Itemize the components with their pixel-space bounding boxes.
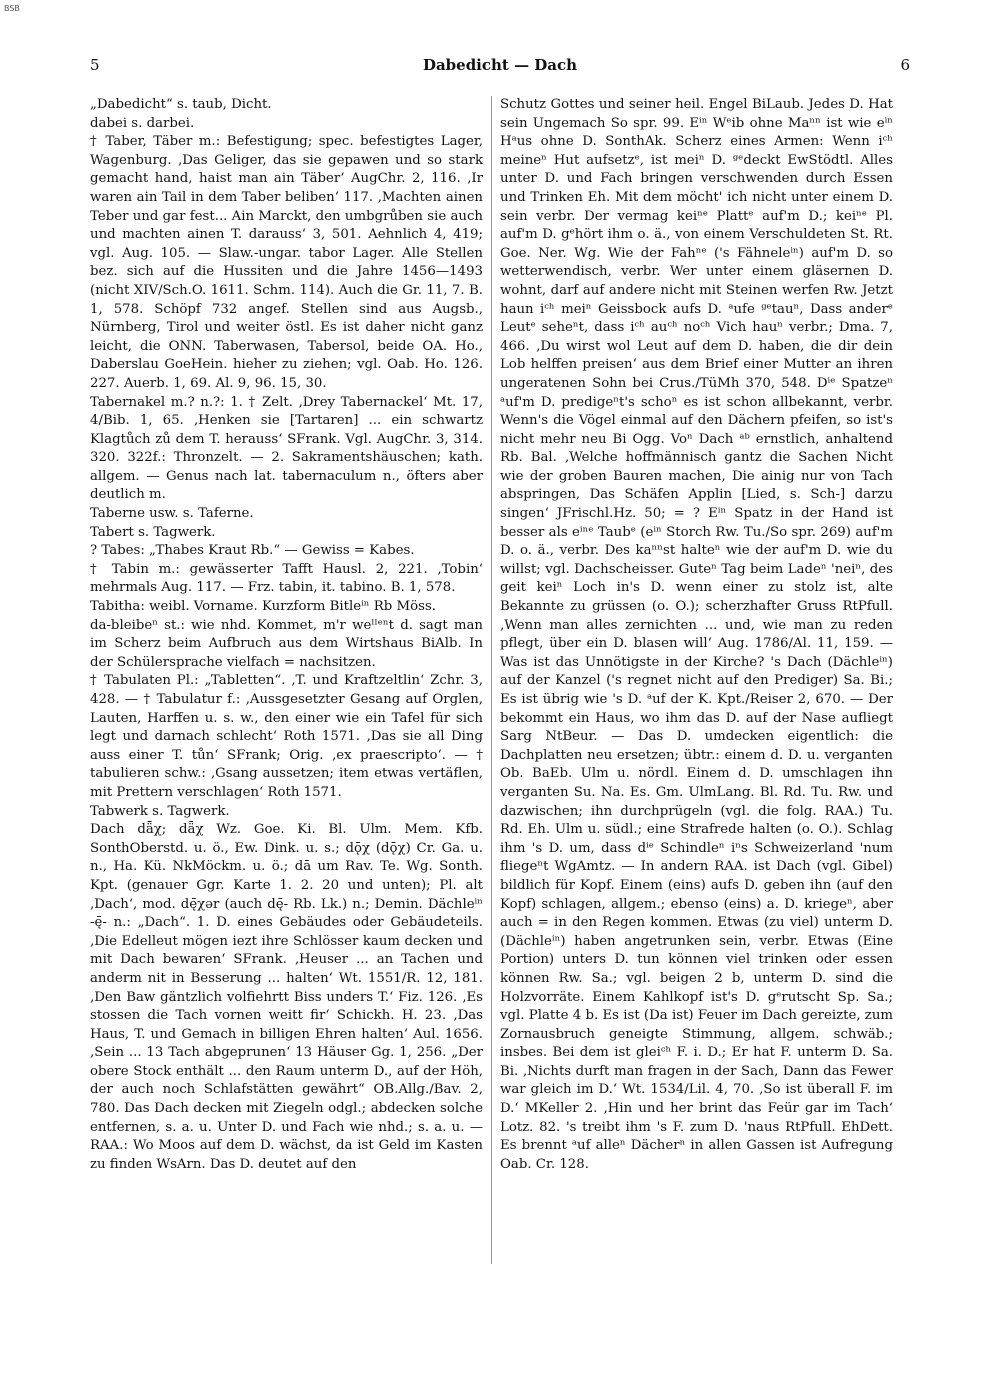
entry: dabei s. darbei. bbox=[90, 115, 195, 131]
column-divider bbox=[491, 96, 492, 1264]
entry: Dach dǟχ; dǟχ Wz. Goe. Ki. Bl. Ulm. Mem. Kfb. SonthOberstd. u. ö., Ew. Dink. u. s.; dǭχ (dǭχ) Cr. Ga. u. n., Ha. Kü. NkMöckm. u. ö.; dā um Rav. Te. Wg. Sonth. Kpt. (genauer Ggr. Karte 1. 2. 20 und unten); Pl. alt ‚Dach‘, mod. dę̄χər (auch dę̄- Rb. Lk.) n.; Demin. Dächleⁱⁿ -ę̄- n.: „Dach“. 1. D. eines Gebäudes oder Gebäudeteils. ‚Die Edelleut mögen iezt ihre Schlösser kaum decken und mit Dach bewaren‘ SFrank. ‚Heuser ... an Tachen und anderm nit in Besserung ... halten‘ Wt. 1551/R. 12, 181. ‚Den Baw gäntzlich volfiehrtt Biss unders T.‘ Fiz. 126. ‚Es stossen die Tach vornen weitt fir‘ Schickh. H. 23. ‚Das Haus, T. und Gemach in billigen Ehren halten‘ Aul. 1656. ‚Sein ... 13 Tach abgeprunen‘ 13 Häuser Gg. 1, 256. „Der obere Stock enthält ... den Raum unterm D., auf der Höh, der auch noch Schlafstätten gewährt“ OB.Allg./Bav. 2, 780. Das Dach decken mit Ziegeln odgl.; abdecken solche entfernen, s. a. u. Unter D. und Fach wie nhd.; s. a. u. — RAA.: Wo Moos auf dem D. wächst, da ist Geld im Kasten zu finden WsArn. Das D. deutet auf den bbox=[90, 822, 483, 1172]
entry: Tabitha: weibl. Vorname. Kurzform Bitleⁱⁿ Rb Möss. bbox=[90, 599, 437, 615]
page-header bbox=[90, 56, 910, 78]
entry: † Taber, Täber m.: Befestigung; spec. befestigtes Lager, Wagenburg. ‚Das Geliger, das sie gepawen und so stark gemacht hand, haist man ain Täber‘ AugChr. 2, 116. ‚Ir waren ain Tail in dem Taber beliben‘ 117. ‚Machten ainen Teber und gar fest... Ain Marckt, den umbgrůben sie auch und machten ainen T. darauss‘ 3, 501. Aehnlich 4, 419; vgl. Aug. 105. — Slaw.-ungar. tabor Lager. Alle Stellen bez. sich auf die Hussiten und die Jahre 1456—1493 (nicht XIV/Sch.O. 1611. Schm. 114). Auch die Gr. 11, 7. B. 1, 578. Schöpf 732 angef. Stellen sind aus Augsb., Nürnberg, Tirol und weiter östl. Es ist daher nicht ganz leicht, die ONN. Taberwasen, Tabersol, beide OA. Ho., Daberslau GoeHein. hieher zu ziehen; vgl. Oab. Ho. 126. 227. Auerb. 1, 69. Al. 9, 96. 15, 30. bbox=[90, 134, 483, 391]
column-number-left: 5 bbox=[90, 56, 100, 74]
right-column bbox=[500, 96, 893, 1266]
column-number-right: 6 bbox=[900, 56, 910, 74]
entry: „Dabedicht“ s. taub, Dicht. bbox=[90, 97, 272, 112]
entry: Tabernakel m.? n.?: 1. † Zelt. ‚Drey Tabernackel‘ Mt. 17, 4/Bib. 1, 65. ‚Henken sie [Tartaren] ... ein schwartz Klagtůch zů dem T. herauss‘ SFrank. Vgl. AugChr. 3, 314. 320. 322f.: Thronzelt. — 2. Sakramentshäuschen; kath. allgem. — Genus nach lat. tabernaculum n., öfters aber deutlich m. bbox=[90, 394, 483, 503]
running-title: Dabedicht — Dach bbox=[422, 56, 578, 74]
entry: Tabwerk s. Tagwerk. bbox=[90, 803, 230, 819]
library-stamp: BSB bbox=[4, 4, 20, 13]
left-column bbox=[90, 96, 483, 1266]
entry: Taberne usw. s. Taferne. bbox=[90, 506, 254, 522]
entry: † Tabin m.: gewässerter Tafft Hausl. 2, 221. ‚Tobin‘ mehrmals Aug. 117. — Frz. tabin, it. tabino. B. 1, 578. bbox=[90, 561, 483, 596]
entry: Tabert s. Tagwerk. bbox=[90, 524, 216, 540]
entry: Schutz Gottes und seiner heil. Engel BiLaub. Jedes D. Hat sein Ungemach So spr. 99. Eⁱⁿ Wᵉib ohne Maⁿⁿ ist wie eⁱⁿ Hᵃus ohne D. SonthAk. Scherz eines Armen: Wenn iᶜʰ meineⁿ Hut aufsetzᵉ, ist meiⁿ D. ᵍᵉdeckt EwStödtl. Alles unter D. und Fach bringen verschwenden durch Essen und Trinken Eh. Mit dem möcht' ich nicht unter einem D. sein verbr. Der vermag keiⁿᵉ Plattᵉ auf'm D.; keiⁿᵉ Pl. auf'm D. gᵉhört ihm o. ä., von einem Verschuldeten St. Rt. Goe. Ner. Wg. Wie der Fahⁿᵉ ('s Fähneleⁱⁿ) auf'm D. so wetterwendisch, verbr. Wer unter einem gläsernen D. wohnt, darf auf andere nicht mit Steinen werfen Rw. Jetzt haun iᶜʰ meiⁿ Geissbock aufs D. ᵃufe ᵍᵉtauⁿ, Dass anderᵉ Leutᵉ seheⁿt, dass iᶜʰ auᶜʰ noᶜʰ Vich hauⁿ verbr.; Dma. 7, 466. ‚Du wirst wol Leut auf dem D. haben, die dir dein Lob helffen preisen‘ aus dem Brief einer Mutter an ihren ungeratenen Sohn bei Crus./TüMh 370, 548. Dⁱᵉ Spatzeⁿ ᵃuf'm D. predigeⁿt's schoⁿ es ist schon allbekannt, verbr. Wenn's die Vögel einmal auf den Dächern pfeifen, so ist's nicht mehr neu Bi Ogg. Voⁿ Dach ᵃᵇ ernstlich, anhaltend Rb. Bal. ‚Welche hoffmännisch gantz die Sachen Nicht wie der groben Bauren machen, Die ainig nur von Tach abspringen, Das Schäfen Applin [Lied, s. Sch-] darzu singen‘ JFrischl.Hz. 50; = ? Eⁱⁿ Spatz in der Hand ist besser als eⁱⁿᵉ Taubᵉ (eⁱⁿ Storch Rw. Tu./So spr. 269) auf'm D. o. ä., verbr. Des kaⁿⁿst halteⁿ wie der auf'm D. wie du willst; vgl. Dachscheisser. Guteⁿ Tag beim Ladeⁿ 'neiⁿ, des geit keiⁿ Loch in's D. wenn einer zu stolz ist, alte Bekannte zu grüssen (o. O.); scherzhafter Gruss RtPfull. ‚Wenn man alles zernichten ... und, wie man zu reden pflegt, über ein D. blasen will‘ Aug. 1786/Al. 11, 159. — Was ist das Unnötigste in der Kirche? 's Dach (Dächleⁱⁿ) auf der Kanzel ('s regnet nicht auf den Prediger) Sa. Bi.; Es ist übrig wie 's D. ᵃuf der K. Kpt./Reiser 2, 670. — Der bekommt ein Haus, wo ihm das D. auf der Nase aufliegt Sarg NtBeur. — Das D. umdecken eigentlich: die Dachplatten neu ersetzen; übtr.: einem d. D. u. verganten Ob. BaEb. Ulm u. nördl. Einem d. D. umschlagen ihn verganten Su. Na. Es. Gm. UlmLang. Bl. Rd. Tu. Rw. und dazwischen; ihn durchprügeln (vgl. die folg. RAA.) Tu. Rd. Eh. Ulm u. südl.; eine Strafrede halten (o. O.). Schlag ihm 's D. um, dass dⁱᵉ Schindleⁿ iⁿs Schweizerland 'num fliegeⁿt WgAmtz. — In andern RAA. ist Dach (vgl. Gibel) bildlich für Kopf. Einem (eins) aufs D. geben ihn (auf den Kopf) schlagen, allgem.; ebenso (eins) a. D. kriegeⁿ, aber auch = in den Regen kommen. Etwas (zu viel) unterm D. (Dächleⁱⁿ) haben angetrunken sein, verbr. Etwas (Eine Portion) unters D. tun können viel trinken oder essen können Rw. Sa.; vgl. beigen 2 b, unterm D. sind die Holzvorräte. Einem Kahlkopf ist's D. gᵉrutscht Sp. Sa.; vgl. Platte 4 b. Es ist (Da ist) Feuer im Dach gereizte, zum Zornausbruch geneigte Stimmung, allgem. schwäb.; insbes. Bei dem ist gleiᶜʰ F. i. D.; Er hat F. unterm D. Sa. Bi. ‚Nichts durft man fragen in der Sach, Dann das Fewer war gleich im D.‘ Wt. 1534/Lil. 4, 70. ‚So ist überall F. im D.‘ MKeller 2. ‚Hin und her brint das Feür gar im Tach‘ Lotz. 82. 's treibt ihm 's F. zum D. 'naus RtPfull. EhDett. Es brennt ᵃuf alleⁿ Dächerⁿ in allen Gassen ist Aufregung Oab. Cr. 128. bbox=[500, 97, 893, 1172]
entry: da-bleibeⁿ st.: wie nhd. Kommet, m'r weˡˡᵉⁿt d. sagt man im Scherz beim Aufbruch aus dem Wirtshaus BiAlb. In der Schülersprache vielfach = nachsitzen. bbox=[90, 617, 483, 670]
entry: † Tabulaten Pl.: „Tabletten“. ‚T. und Kraftzeltlin‘ Zchr. 3, 428. — † Tabulatur f.: ‚Aussgesetzter Gesang auf Orglen, Lauten, Harffen u. s. w., den einer wie ein Tafel für sich legt und darnach schlecht‘ Roth 1571. ‚Das sie all Ding auss einer T. tůn‘ SFrank; Orig. ‚ex praescripto‘. — † tabulieren schw.: ‚Gsang aussetzen; item etwas vertäflen, mit Prettern verschlagen‘ Roth 1571. bbox=[90, 673, 483, 800]
entry: ? Tabes: „Thabes Kraut Rb.“ — Gewiss = Kabes. bbox=[90, 543, 415, 559]
